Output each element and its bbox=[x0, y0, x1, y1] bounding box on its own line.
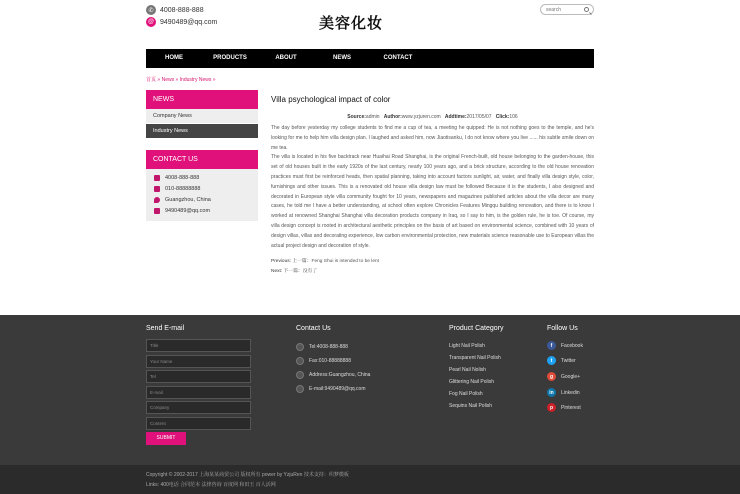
fax-icon bbox=[296, 357, 304, 365]
phone-icon: ✆ bbox=[146, 5, 156, 15]
footer-contact-email bbox=[296, 385, 366, 393]
category-link[interactable]: Pearl Nail Nolish bbox=[449, 367, 486, 373]
social-google-plus[interactable] bbox=[547, 372, 580, 381]
footer-follow-title: Follow Us bbox=[547, 325, 578, 332]
copyright-text: Copyright © 2002-2017 上海某某商贸公司 版权所有 power by YzjuRen 技术支持：织梦模板 bbox=[146, 472, 349, 478]
sidebar-contact-text: 9490489@qq.com bbox=[165, 207, 211, 214]
nav-news[interactable]: NEWS bbox=[333, 55, 351, 61]
search-placeholder: search bbox=[546, 6, 562, 13]
sidebar-contact-fax bbox=[154, 183, 250, 194]
header-phone bbox=[146, 5, 204, 15]
email-icon bbox=[296, 385, 304, 393]
social-label: Pinterest bbox=[561, 404, 581, 411]
friend-links[interactable]: Links: 400电话 合同范本 法律咨询 百度网 和田玉 百人活网 bbox=[146, 482, 276, 488]
phone-icon bbox=[154, 175, 160, 181]
sidebar-contact-location bbox=[154, 194, 250, 205]
article-meta bbox=[271, 114, 594, 120]
nav-contact[interactable]: CONTACT bbox=[383, 55, 413, 61]
breadcrumb-sep: » bbox=[156, 77, 162, 83]
article-paragraph: The day before yesterday my college students to find me a cup of tea, a meeting he quipped: He is not nothing goes to the temple, and he's looking for me to help him villa design plan. I laughed and asked him, now Jiaotisanku, I do not know where you live ...... his subtle smile down on me tea. bbox=[271, 125, 594, 151]
sidebar-item-company-news[interactable]: Company News bbox=[146, 109, 258, 124]
email-field[interactable]: E-mail bbox=[146, 386, 251, 399]
phone-icon bbox=[296, 343, 304, 351]
location-icon bbox=[154, 197, 160, 203]
prev-label: Previous: 上一篇： bbox=[271, 259, 312, 265]
site-header bbox=[0, 0, 740, 48]
category-link[interactable]: Sequins Nail Polish bbox=[449, 403, 493, 409]
social-label: Linkedin bbox=[561, 389, 580, 396]
meta-author: www.yzjuren.com bbox=[401, 114, 441, 120]
footer-contact-text: Fax:010-88888888 bbox=[309, 358, 351, 364]
location-icon bbox=[296, 371, 304, 379]
sidebar-contact-text: Guangzhou, China bbox=[165, 196, 211, 203]
next-article-link[interactable]: 没有了 bbox=[302, 269, 318, 275]
search-input[interactable] bbox=[540, 4, 594, 15]
social-label: Facebook bbox=[561, 342, 583, 349]
article-paragraph: The villa is located in his five backtrack near Huaihai Road Shanghai, is the original French-built, old house belonging to the garden-house, this set of old houses built in the early 1920s of the last century, nearly 100 years ago, and a brick structure, according to the old house renovation practices must first be reinforced heads, then spatial planning, taking into account factors sunlight, air, water, and finally villa design style, color, furnishings and other issues. This is a renovated old house villa design law must be followed Because it is the students, I also designed and decorated in European style villa community fought for 10 years, newspapers and magazines published articles about the villa decor are many cases, he told me I have a better understanding, at school often explore Chronicles Features Mingqu building renovation, and there is to know I worked at renowned Shanghai Shanghai villa decoration products company in Iraq, so I say to him, is the golden rule, he is toe. Of course, my villa design concept is rooted in architectural aesthetic principles on the basis of art based on environmental science, combined with 10 years of design villas, villas and decorating experience, low carbon environmental protection, new materials science reasonable use to European villas the actual project design and decoration of style. bbox=[271, 154, 594, 249]
sidebar-contact-phone bbox=[154, 172, 250, 183]
title-field[interactable]: Title bbox=[146, 339, 251, 352]
article-title: Villa psychological impact of color bbox=[271, 95, 391, 104]
header-email bbox=[146, 17, 217, 27]
category-link[interactable]: Light Nail Polish bbox=[449, 343, 485, 349]
article bbox=[271, 95, 594, 277]
sidebar-contact-text: 4008-888-888 bbox=[165, 174, 200, 181]
sidebar bbox=[146, 90, 258, 221]
prev-article bbox=[271, 257, 594, 267]
nav-home[interactable]: HOME bbox=[165, 55, 183, 61]
nav-products[interactable]: PRODUCTS bbox=[213, 55, 247, 61]
social-linkedin[interactable] bbox=[547, 388, 580, 397]
sidebar-contact-body bbox=[146, 169, 258, 221]
footer-contact-text: Tel:4008-888-888 bbox=[309, 344, 348, 350]
header-email-text: 9490489@qq.com bbox=[160, 18, 218, 26]
twitter-icon: t bbox=[547, 356, 556, 365]
email-icon bbox=[154, 208, 160, 214]
sidebar-item-industry-news[interactable]: Industry News bbox=[146, 124, 258, 139]
meta-addtime-label: Addtime: bbox=[444, 114, 467, 120]
footer-send-title: Send E-mail bbox=[146, 325, 185, 332]
meta-click-label: Click: bbox=[495, 114, 510, 120]
linkedin-icon: in bbox=[547, 388, 556, 397]
category-link[interactable]: Transparent Nail Polish bbox=[449, 355, 501, 361]
meta-addtime: 2017/05/07 bbox=[466, 114, 492, 120]
sidebar-contact-text: 010-88888888 bbox=[165, 185, 201, 192]
social-label: Google+ bbox=[561, 373, 581, 380]
social-label: Twitter bbox=[561, 357, 576, 364]
main-nav bbox=[146, 49, 594, 68]
category-link[interactable]: Glittering Nail Polish bbox=[449, 379, 495, 385]
breadcrumb-sep: » bbox=[211, 77, 216, 83]
footer-category-title: Product Category bbox=[449, 325, 504, 332]
meta-click: 106 bbox=[509, 114, 518, 120]
category-link[interactable]: Fog Nail Polish bbox=[449, 391, 483, 397]
social-pinterest[interactable] bbox=[547, 403, 581, 412]
sidebar-contact-title: CONTACT US bbox=[146, 150, 258, 169]
nav-about[interactable]: ABOUT bbox=[275, 55, 297, 61]
tel-field[interactable]: Tel bbox=[146, 370, 251, 383]
breadcrumb bbox=[146, 76, 216, 83]
next-article bbox=[271, 267, 594, 277]
breadcrumb-news[interactable]: News bbox=[161, 77, 175, 83]
header-phone-text: 4008-888-888 bbox=[160, 6, 204, 14]
footer-contact-tel bbox=[296, 343, 348, 351]
sidebar-contact-box bbox=[146, 150, 258, 221]
meta-author-label: Author: bbox=[383, 114, 402, 120]
email-form bbox=[146, 339, 251, 445]
fax-icon bbox=[154, 186, 160, 192]
breadcrumb-industry[interactable]: Industry News bbox=[179, 77, 212, 83]
footer-contact-fax bbox=[296, 357, 351, 365]
company-field[interactable]: Company bbox=[146, 401, 251, 414]
breadcrumb-sep: » bbox=[174, 77, 180, 83]
search-icon[interactable] bbox=[584, 7, 589, 12]
social-twitter[interactable] bbox=[547, 356, 576, 365]
site-logo[interactable]: 美容化妆 bbox=[319, 14, 384, 32]
footer-contact-address bbox=[296, 371, 370, 379]
facebook-icon: f bbox=[547, 341, 556, 350]
footer-contact-title: Contact Us bbox=[296, 325, 331, 332]
footer-contact-text: E-mail:9490489@qq.com bbox=[309, 386, 366, 392]
footer-contact-text: Address:Guangzhou, China bbox=[309, 372, 371, 378]
social-facebook[interactable] bbox=[547, 341, 583, 350]
meta-source: admin bbox=[365, 114, 380, 120]
breadcrumb-home[interactable]: 首页 bbox=[146, 77, 157, 83]
prev-article-link[interactable]: Feng Shui is intended to be lent bbox=[311, 259, 380, 265]
site-footer bbox=[0, 315, 740, 465]
article-prev-next bbox=[271, 257, 594, 277]
pinterest-icon: p bbox=[547, 403, 556, 412]
content-field[interactable]: Content bbox=[146, 417, 251, 430]
name-field[interactable]: Your Name bbox=[146, 355, 251, 368]
sidebar-news-title: NEWS bbox=[146, 90, 258, 109]
next-label: Next: 下一篇： bbox=[271, 269, 303, 275]
sidebar-contact-email bbox=[154, 205, 250, 216]
google-plus-icon: g bbox=[547, 372, 556, 381]
email-icon: @ bbox=[147, 19, 155, 25]
copyright-bar bbox=[0, 465, 740, 494]
submit-button[interactable]: SUBMIT bbox=[146, 432, 186, 445]
meta-source-label: Source: bbox=[347, 114, 366, 120]
